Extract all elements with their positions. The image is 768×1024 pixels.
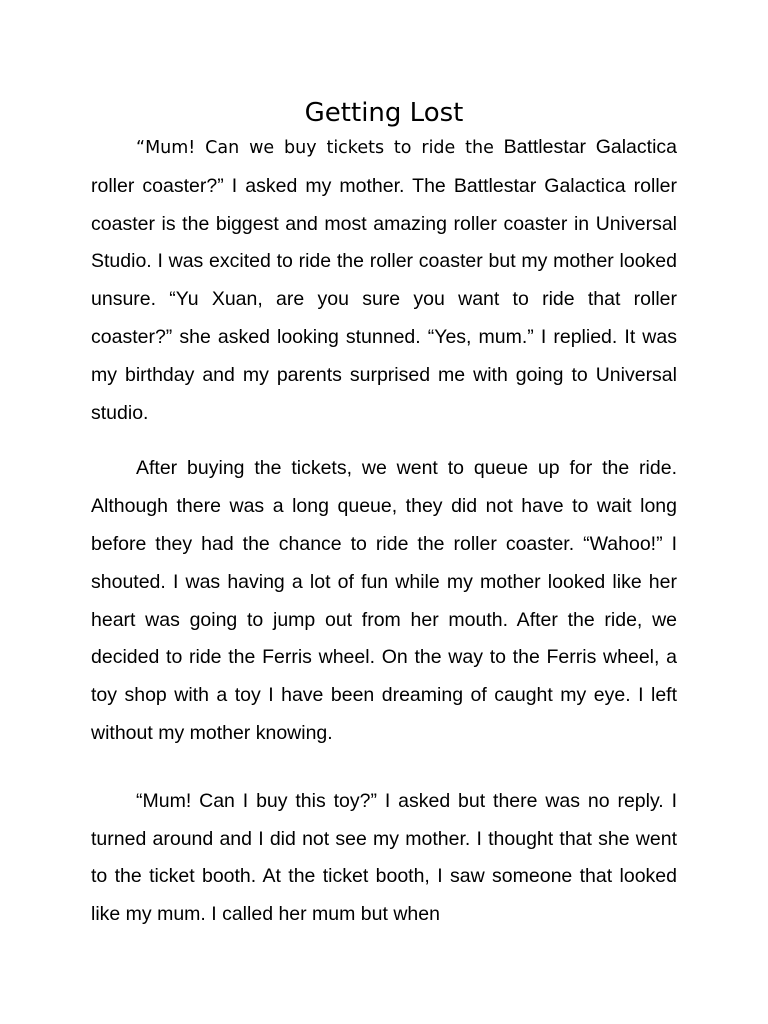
document-body <box>91 129 677 934</box>
paragraph-1 <box>91 129 677 432</box>
document-title: Getting Lost <box>304 98 464 128</box>
paragraph-2: After buying the tickets, we went to queue up for the ride. Although there was a long queue, they did not have to wait long before they had the chance to ride the roller coaster. “Wahoo!” I shouted. I was having a lot of fun while my mother looked like her heart was going to jump out from her mouth. After the ride, we decided to ride the Ferris wheel. On the way to the Ferris wheel, a toy shop with a toy I have been dreaming of caught my eye. I left without my mother knowing. <box>91 457 677 744</box>
paragraph-3: “Mum! Can I buy this toy?” I asked but there was no reply. I turned around and I did not see my mother. I thought that she went to the ticket booth. At the ticket booth, I saw someone that looked like my mum. I called her mum but when <box>91 789 677 926</box>
paragraph-1-lead: “Mum! Can we buy tickets to ride the <box>136 138 494 158</box>
paragraph-1-text: Battlestar Galactica roller coaster?” I asked my mother. The Battlestar Galactica roller coaster is the biggest and most amazing roller coaster in Universal Studio. I was excited to ride the roller coaster but my mother looked unsure. “Yu Xuan, are you sure you want to ride that roller coaster?” she asked looking stunned. “Yes, mum.” I replied. It was my birthday and my parents surprised me with going to Universal studio. <box>91 136 677 424</box>
